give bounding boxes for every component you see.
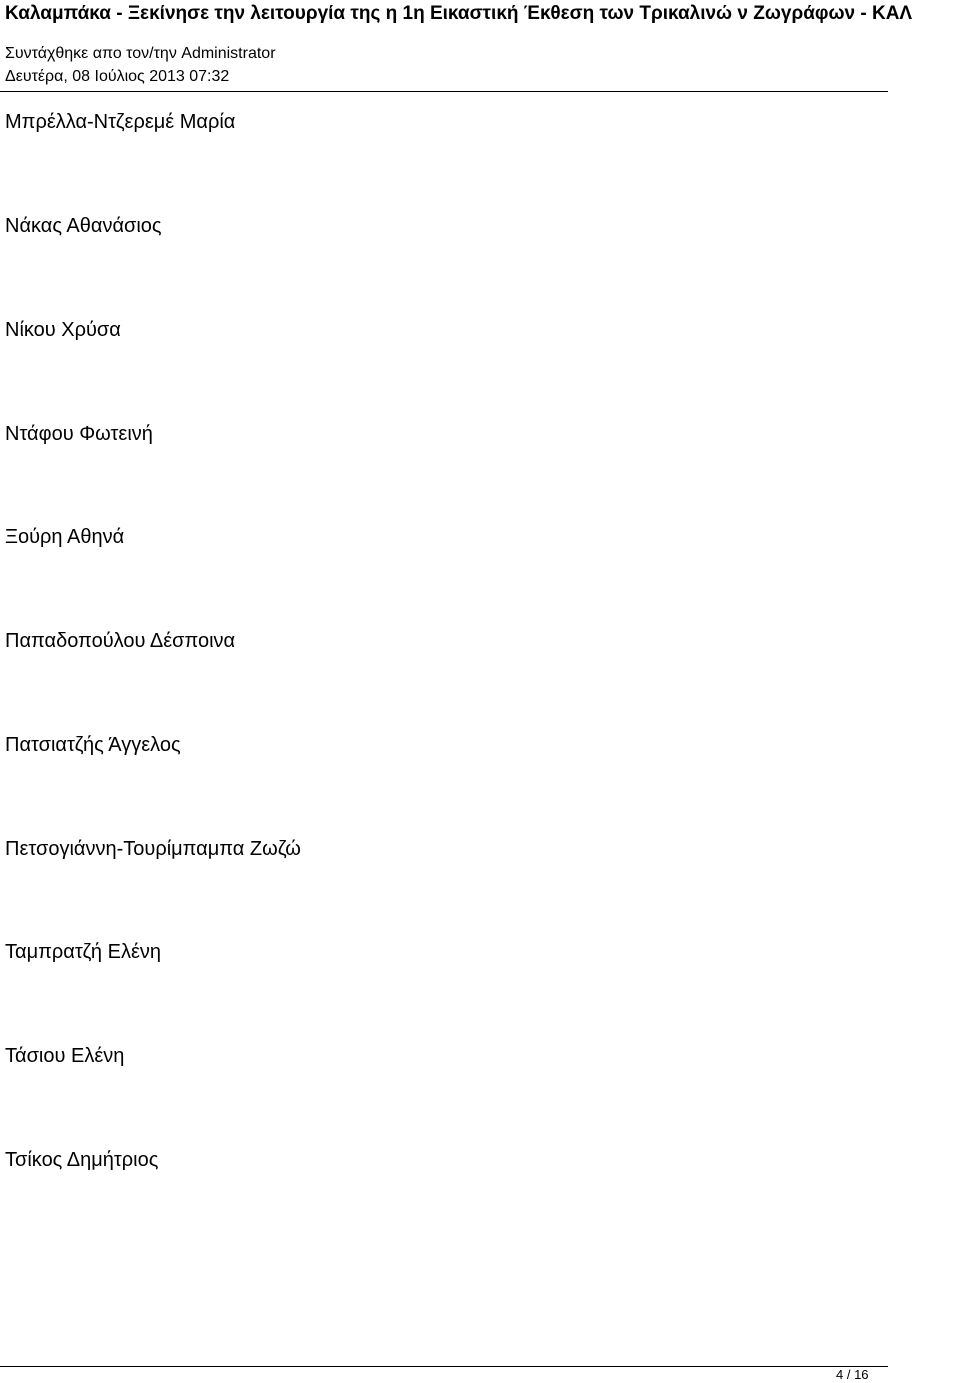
list-item: Νάκας Αθανάσιος xyxy=(5,215,162,237)
list-item: Τσίκος Δημήτριος xyxy=(5,1149,159,1171)
list-item: Πατσιατζής Άγγελος xyxy=(5,734,181,756)
list-item: Ταμπρατζή Ελένη xyxy=(5,941,161,963)
author-line: Συντάχθηκε απο τον/την Administrator xyxy=(5,45,276,62)
document-title: Καλαμπάκα - Ξεκίνησε την λειτουργία της η 1η Εικαστική Έκθεση των Τρικαλινώ ν Ζωγράφων - ΚΑΛ xyxy=(5,3,913,24)
list-item: Τάσιου Ελένη xyxy=(5,1045,125,1067)
date-line: Δευτέρα, 08 Ιούλιος 2013 07:32 xyxy=(5,68,230,85)
list-item: Ξούρη Αθηνά xyxy=(5,526,125,548)
page-number: 4 / 16 xyxy=(836,1367,869,1382)
header-divider xyxy=(0,91,888,92)
list-item: Παπαδοπούλου Δέσποινα xyxy=(5,630,236,652)
list-item: Πετσογιάννη-Τουρίμπαμπα Ζωζώ xyxy=(5,838,301,860)
list-item: Μπρέλλα-Ντζερεμέ Μαρία xyxy=(5,111,236,133)
footer-divider xyxy=(0,1366,888,1367)
list-item: Ντάφου Φωτεινή xyxy=(5,423,153,445)
list-item: Νίκου Χρύσα xyxy=(5,319,121,341)
